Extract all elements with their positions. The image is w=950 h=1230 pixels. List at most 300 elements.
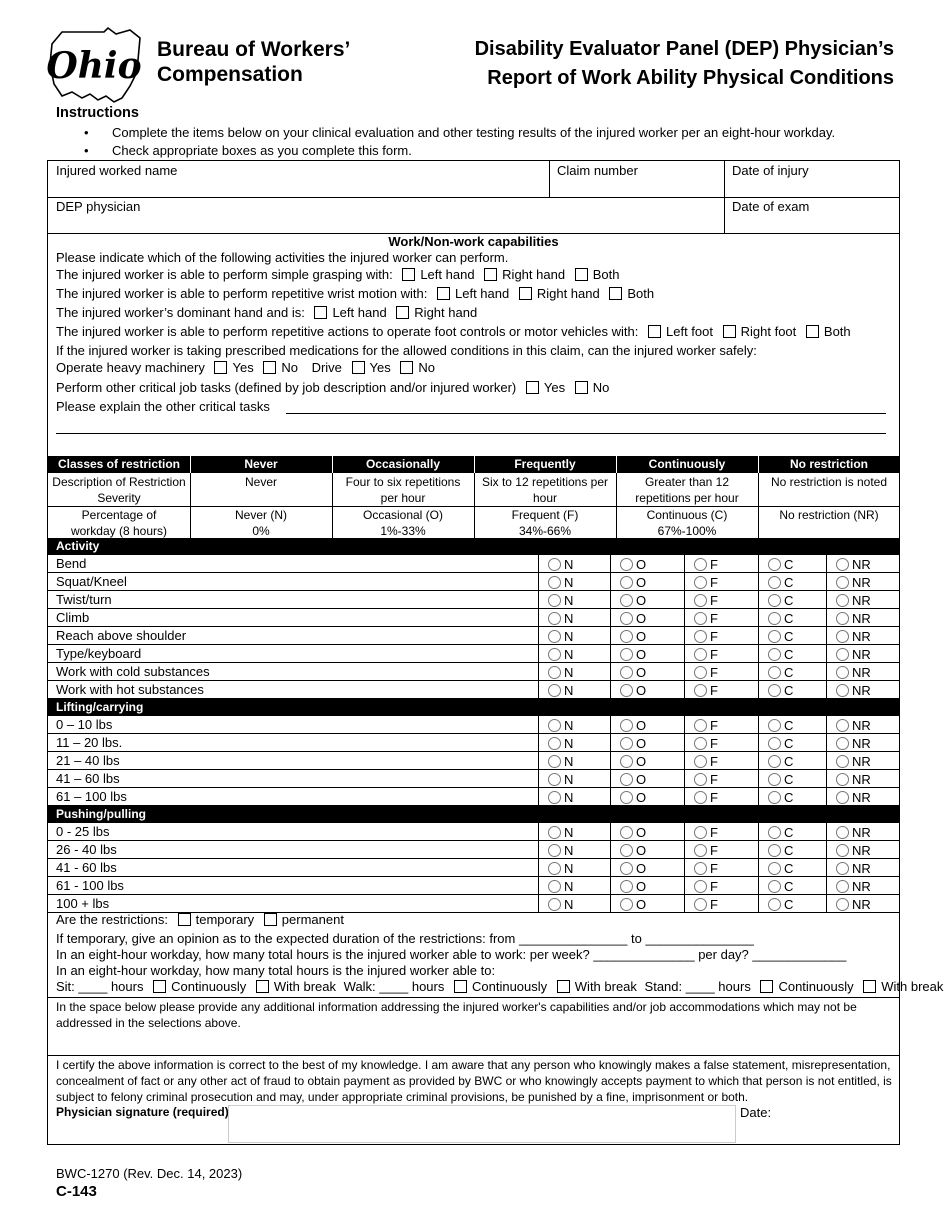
radio-option-c[interactable] (768, 790, 793, 805)
radio-option-n[interactable] (548, 683, 573, 698)
radio-option-o[interactable] (620, 647, 646, 662)
radio-circle-icon[interactable] (620, 773, 633, 786)
radio-circle-icon[interactable] (836, 630, 849, 643)
radio-label: C (784, 897, 794, 912)
explain-line-2[interactable] (56, 433, 886, 434)
radio-option-nr[interactable] (836, 790, 871, 805)
radio-circle-icon[interactable] (768, 880, 781, 893)
radio-circle-icon[interactable] (694, 773, 707, 786)
radio-option-c[interactable] (768, 575, 793, 590)
radio-option-o[interactable] (620, 683, 646, 698)
radio-circle-icon[interactable] (620, 666, 633, 679)
radio-label: C (784, 825, 794, 840)
radio-circle-icon[interactable] (694, 719, 707, 732)
radio-option-o[interactable] (620, 665, 646, 680)
radio-option-f[interactable] (694, 718, 718, 733)
sit-hours-field[interactable]: ____ hours (78, 979, 144, 994)
radio-option-nr[interactable] (836, 683, 871, 698)
radio-label: O (636, 825, 647, 840)
radio-option-c[interactable] (768, 718, 793, 733)
radio-option-o[interactable] (620, 772, 646, 787)
radio-label: C (784, 736, 794, 751)
row-label: Bend (56, 556, 87, 571)
radio-option-c[interactable] (768, 665, 793, 680)
radio-label: NR (852, 683, 871, 698)
radio-option-c[interactable] (768, 557, 793, 572)
signature-field[interactable] (228, 1105, 736, 1143)
table-row (48, 609, 900, 627)
heavy-machinery-no-checkbox[interactable] (263, 361, 276, 374)
radio-option-nr[interactable] (836, 665, 871, 680)
radio-circle-icon[interactable] (620, 880, 633, 893)
radio-circle-icon[interactable] (694, 576, 707, 589)
radio-circle-icon[interactable] (548, 737, 561, 750)
radio-circle-icon[interactable] (548, 773, 561, 786)
grasping-right-hand-checkbox[interactable] (484, 268, 497, 281)
radio-circle-icon[interactable] (548, 612, 561, 625)
radio-label: C (784, 647, 794, 662)
radio-option-o[interactable] (620, 825, 646, 840)
radio-circle-icon[interactable] (694, 594, 707, 607)
radio-option-nr[interactable] (836, 557, 871, 572)
radio-circle-icon[interactable] (768, 666, 781, 679)
radio-option-nr[interactable] (836, 879, 871, 894)
radio-option-f[interactable] (694, 879, 718, 894)
radio-option-n[interactable] (548, 843, 573, 858)
radio-circle-icon[interactable] (694, 630, 707, 643)
radio-label: NR (852, 575, 871, 590)
walk-continuously-checkbox[interactable] (454, 980, 467, 993)
row-label: 41 – 60 lbs (56, 771, 120, 786)
radio-circle-icon[interactable] (768, 773, 781, 786)
radio-option-o[interactable] (620, 754, 646, 769)
radio-circle-icon[interactable] (694, 826, 707, 839)
radio-option-n[interactable] (548, 575, 573, 590)
radio-label: NR (852, 897, 871, 912)
radio-label: F (710, 897, 718, 912)
radio-option-n[interactable] (548, 665, 573, 680)
radio-circle-icon[interactable] (694, 612, 707, 625)
radio-option-n[interactable] (548, 790, 573, 805)
radio-option-c[interactable] (768, 825, 793, 840)
radio-option-o[interactable] (620, 575, 646, 590)
row-label: 61 - 100 lbs (56, 878, 124, 893)
radio-circle-icon[interactable] (548, 898, 561, 911)
radio-circle-icon[interactable] (620, 558, 633, 571)
wrist-right-hand-checkbox[interactable] (519, 287, 532, 300)
radio-circle-icon[interactable] (768, 630, 781, 643)
radio-option-c[interactable] (768, 683, 793, 698)
radio-circle-icon[interactable] (694, 898, 707, 911)
radio-option-n[interactable] (548, 718, 573, 733)
radio-option-f[interactable] (694, 665, 718, 680)
row-label: Work with cold substances (56, 664, 210, 679)
radio-label: C (784, 754, 794, 769)
radio-circle-icon[interactable] (620, 594, 633, 607)
desc-never: Never (244, 475, 277, 489)
radio-circle-icon[interactable] (620, 898, 633, 911)
radio-circle-icon[interactable] (694, 862, 707, 875)
radio-option-nr[interactable] (836, 611, 871, 626)
radio-option-f[interactable] (694, 754, 718, 769)
radio-option-c[interactable] (768, 879, 793, 894)
wrist-left-hand-checkbox[interactable] (437, 287, 450, 300)
radio-circle-icon[interactable] (548, 791, 561, 804)
radio-option-c[interactable] (768, 736, 793, 751)
radio-option-o[interactable] (620, 861, 646, 876)
dominant-right-hand-checkbox[interactable] (396, 306, 409, 319)
radio-option-f[interactable] (694, 575, 718, 590)
critical-tasks-yes-checkbox[interactable] (526, 381, 539, 394)
radio-circle-icon[interactable] (548, 719, 561, 732)
radio-label: N (564, 647, 574, 662)
radio-circle-icon[interactable] (548, 826, 561, 839)
radio-option-o[interactable] (620, 897, 646, 912)
certification-text: I certify the above information is correct to the best of my knowledge. I am aware that any person who knowingly makes a false statement, misrepresentation, concealment of fact or any other act of fraud to obtain payment as provided by BWC or who knowingly accepts payment to which that person is not entitled, is subject to felony criminal prosecution and may, under appropriate criminal provisions, be punished by a fine, imprisonment or both. (56, 1058, 892, 1104)
radio-option-c[interactable] (768, 629, 793, 644)
restriction-sections (48, 538, 900, 910)
dep-physician-field[interactable]: DEP physician (56, 199, 141, 214)
radio-circle-icon[interactable] (694, 684, 707, 697)
temporary-duration-line[interactable]: If temporary, give an opinion as to the expected duration of the restrictions: from _______________ to _______________ (56, 931, 754, 946)
radio-circle-icon[interactable] (836, 862, 849, 875)
radio-circle-icon[interactable] (620, 755, 633, 768)
temporary-checkbox[interactable] (178, 913, 191, 926)
radio-circle-icon[interactable] (768, 719, 781, 732)
radio-label: F (710, 754, 718, 769)
dominant-left-hand-checkbox[interactable] (314, 306, 327, 319)
radio-option-o[interactable] (620, 611, 646, 626)
radio-circle-icon[interactable] (548, 630, 561, 643)
header-occasionally: Occasionally (365, 457, 441, 471)
table-row (48, 877, 900, 895)
radio-circle-icon[interactable] (836, 666, 849, 679)
radio-option-c[interactable] (768, 593, 793, 608)
radio-label: O (636, 575, 647, 590)
row-label: 41 - 60 lbs (56, 860, 117, 875)
radio-circle-icon[interactable] (768, 755, 781, 768)
radio-option-f[interactable] (694, 861, 718, 876)
radio-circle-icon[interactable] (548, 648, 561, 661)
row-label: 0 – 10 lbs (56, 717, 113, 732)
instruction-item: • Complete the items below on your clinical evaluation and other testing results of the injured worker per an eight-hour workday. (84, 124, 835, 142)
radio-label: C (784, 772, 794, 787)
dominant-hand-row: The injured worker’s dominant hand and is: Left hand Right hand (56, 305, 478, 320)
foot-both-checkbox[interactable] (806, 325, 819, 338)
radio-label: NR (852, 665, 871, 680)
radio-circle-icon[interactable] (694, 648, 707, 661)
radio-circle-icon[interactable] (836, 791, 849, 804)
explain-line-1[interactable] (286, 413, 886, 414)
radio-circle-icon[interactable] (548, 755, 561, 768)
radio-option-n[interactable] (548, 593, 573, 608)
radio-circle-icon[interactable] (694, 755, 707, 768)
radio-circle-icon[interactable] (548, 666, 561, 679)
radio-option-c[interactable] (768, 611, 793, 626)
radio-label: O (636, 683, 647, 698)
radio-circle-icon[interactable] (836, 558, 849, 571)
radio-option-nr[interactable] (836, 647, 871, 662)
radio-circle-icon[interactable] (548, 880, 561, 893)
row-label: 21 – 40 lbs (56, 753, 120, 768)
instructions-title: Instructions (56, 105, 139, 121)
table-row (48, 663, 900, 681)
capabilities-intro: Please indicate which of the following activities the injured worker can perform. (56, 250, 509, 265)
radio-circle-icon[interactable] (620, 737, 633, 750)
radio-circle-icon[interactable] (768, 684, 781, 697)
row-label: 61 – 100 lbs (56, 789, 127, 804)
radio-option-f[interactable] (694, 629, 718, 644)
radio-circle-icon[interactable] (620, 791, 633, 804)
radio-option-f[interactable] (694, 772, 718, 787)
permanent-checkbox[interactable] (264, 913, 277, 926)
instructions-list (84, 124, 835, 159)
radio-circle-icon[interactable] (694, 666, 707, 679)
radio-circle-icon[interactable] (768, 844, 781, 857)
radio-circle-icon[interactable] (548, 862, 561, 875)
radio-circle-icon[interactable] (768, 737, 781, 750)
radio-label: F (710, 557, 718, 572)
radio-option-f[interactable] (694, 736, 718, 751)
sit-walk-stand-row: Sit: ____ hours Continuously With break Walk: ____ hours Continuously With break Stand: ____ hours Continuously With break (56, 979, 944, 994)
radio-circle-icon[interactable] (548, 684, 561, 697)
radio-option-n[interactable] (548, 754, 573, 769)
radio-label: N (564, 861, 574, 876)
heavy-machinery-row: Operate heavy machinery Yes No Drive Yes No (56, 360, 436, 375)
radio-option-o[interactable] (620, 593, 646, 608)
radio-option-nr[interactable] (836, 861, 871, 876)
radio-circle-icon[interactable] (694, 844, 707, 857)
radio-circle-icon[interactable] (836, 880, 849, 893)
radio-circle-icon[interactable] (836, 737, 849, 750)
radio-label: O (636, 647, 647, 662)
form-c-number: C-143 (56, 1183, 97, 1200)
pct-no-restriction: No restriction (NR) (779, 508, 879, 522)
radio-label: C (784, 575, 794, 590)
claim-number-field[interactable]: Claim number (557, 163, 638, 178)
radio-label: NR (852, 772, 871, 787)
radio-option-c[interactable] (768, 772, 793, 787)
radio-option-c[interactable] (768, 843, 793, 858)
table-row (48, 591, 900, 609)
radio-option-nr[interactable] (836, 718, 871, 733)
ohio-logo (44, 24, 144, 104)
radio-circle-icon[interactable] (836, 612, 849, 625)
radio-label: O (636, 593, 647, 608)
radio-label: C (784, 629, 794, 644)
table-row (48, 627, 900, 645)
radio-label: C (784, 665, 794, 680)
radio-circle-icon[interactable] (694, 880, 707, 893)
radio-option-n[interactable] (548, 825, 573, 840)
radio-option-nr[interactable] (836, 736, 871, 751)
radio-circle-icon[interactable] (620, 684, 633, 697)
stand-continuously-checkbox[interactable] (760, 980, 773, 993)
radio-option-f[interactable] (694, 557, 718, 572)
grasping-both-checkbox[interactable] (575, 268, 588, 281)
row-label: 11 – 20 lbs. (56, 735, 123, 750)
radio-option-n[interactable] (548, 772, 573, 787)
grasping-left-hand-checkbox[interactable] (402, 268, 415, 281)
radio-option-o[interactable] (620, 629, 646, 644)
table-row (48, 770, 900, 788)
radio-label: C (784, 861, 794, 876)
additional-info-area[interactable] (56, 1033, 892, 1053)
explain-critical-tasks-label: Please explain the other critical tasks (56, 399, 270, 414)
radio-label: O (636, 879, 647, 894)
heavy-machinery-yes-checkbox[interactable] (214, 361, 227, 374)
radio-circle-icon[interactable] (548, 558, 561, 571)
walk-hours-field[interactable]: ____ hours (379, 979, 445, 994)
radio-circle-icon[interactable] (768, 898, 781, 911)
radio-circle-icon[interactable] (836, 755, 849, 768)
radio-circle-icon[interactable] (836, 594, 849, 607)
radio-circle-icon[interactable] (836, 576, 849, 589)
radio-label: NR (852, 754, 871, 769)
radio-option-n[interactable] (548, 647, 573, 662)
wrist-row: The injured worker is able to perform repetitive wrist motion with: Left hand Right hand Both (56, 286, 655, 301)
foot-left-checkbox[interactable] (648, 325, 661, 338)
radio-option-nr[interactable] (836, 825, 871, 840)
radio-option-n[interactable] (548, 629, 573, 644)
form-body (47, 160, 944, 1145)
grasping-row: The injured worker is able to perform simple grasping with: Left hand Right hand Both (56, 267, 620, 282)
radio-option-f[interactable] (694, 647, 718, 662)
radio-option-n[interactable] (548, 897, 573, 912)
radio-label: O (636, 754, 647, 769)
radio-option-o[interactable] (620, 843, 646, 858)
radio-circle-icon[interactable] (620, 862, 633, 875)
stand-with-break-checkbox[interactable] (863, 980, 876, 993)
radio-circle-icon[interactable] (836, 898, 849, 911)
radio-circle-icon[interactable] (768, 862, 781, 875)
date-of-exam-field[interactable]: Date of exam (732, 199, 810, 214)
radio-option-c[interactable] (768, 754, 793, 769)
radio-circle-icon[interactable] (620, 826, 633, 839)
radio-circle-icon[interactable] (694, 791, 707, 804)
radio-option-n[interactable] (548, 861, 573, 876)
sit-with-break-checkbox[interactable] (256, 980, 269, 993)
radio-option-o[interactable] (620, 736, 646, 751)
radio-option-nr[interactable] (836, 575, 871, 590)
radio-option-nr[interactable] (836, 629, 871, 644)
radio-label: F (710, 665, 718, 680)
radio-circle-icon[interactable] (620, 648, 633, 661)
radio-circle-icon[interactable] (836, 844, 849, 857)
radio-circle-icon[interactable] (768, 612, 781, 625)
drive-yes-checkbox[interactable] (352, 361, 365, 374)
table-row (48, 645, 900, 663)
radio-option-f[interactable] (694, 593, 718, 608)
radio-circle-icon[interactable] (836, 826, 849, 839)
critical-tasks-no-checkbox[interactable] (575, 381, 588, 394)
restriction-header-bar (48, 456, 899, 473)
radio-option-f[interactable] (694, 683, 718, 698)
radio-label: NR (852, 843, 871, 858)
radio-option-o[interactable] (620, 718, 646, 733)
stand-hours-field[interactable]: ____ hours (685, 979, 751, 994)
radio-option-f[interactable] (694, 790, 718, 805)
radio-circle-icon[interactable] (836, 773, 849, 786)
radio-option-f[interactable] (694, 825, 718, 840)
radio-circle-icon[interactable] (836, 684, 849, 697)
pct-continuously: Continuous (C) 67%-100% (646, 508, 728, 538)
radio-circle-icon[interactable] (768, 791, 781, 804)
radio-option-nr[interactable] (836, 897, 871, 912)
radio-circle-icon[interactable] (694, 558, 707, 571)
foot-right-checkbox[interactable] (723, 325, 736, 338)
drive-no-checkbox[interactable] (400, 361, 413, 374)
radio-circle-icon[interactable] (768, 648, 781, 661)
radio-option-o[interactable] (620, 879, 646, 894)
pct-classes: Percentage of workday (8 hours) (70, 508, 168, 538)
radio-circle-icon[interactable] (768, 826, 781, 839)
desc-no-restriction: No restriction is noted (770, 475, 888, 489)
wrist-both-checkbox[interactable] (609, 287, 622, 300)
radio-option-c[interactable] (768, 897, 793, 912)
date-of-injury-field[interactable]: Date of injury (732, 163, 809, 178)
radio-circle-icon[interactable] (694, 737, 707, 750)
radio-circle-icon[interactable] (548, 576, 561, 589)
radio-option-nr[interactable] (836, 772, 871, 787)
radio-circle-icon[interactable] (836, 719, 849, 732)
radio-option-n[interactable] (548, 736, 573, 751)
radio-circle-icon[interactable] (620, 612, 633, 625)
radio-option-o[interactable] (620, 790, 646, 805)
radio-label: C (784, 593, 794, 608)
radio-option-nr[interactable] (836, 593, 871, 608)
radio-circle-icon[interactable] (620, 576, 633, 589)
radio-label: NR (852, 611, 871, 626)
sit-continuously-checkbox[interactable] (153, 980, 166, 993)
radio-option-f[interactable] (694, 897, 718, 912)
radio-option-o[interactable] (620, 557, 646, 572)
radio-option-n[interactable] (548, 611, 573, 626)
radio-option-nr[interactable] (836, 843, 871, 858)
radio-circle-icon[interactable] (620, 719, 633, 732)
radio-circle-icon[interactable] (836, 648, 849, 661)
radio-option-f[interactable] (694, 843, 718, 858)
radio-circle-icon[interactable] (620, 844, 633, 857)
radio-circle-icon[interactable] (620, 630, 633, 643)
radio-option-f[interactable] (694, 611, 718, 626)
radio-circle-icon[interactable] (548, 844, 561, 857)
radio-label: N (564, 790, 574, 805)
radio-circle-icon[interactable] (548, 594, 561, 607)
row-label: Reach above shoulder (56, 628, 187, 643)
radio-label: O (636, 736, 647, 751)
hours-per-week-line[interactable]: In an eight-hour workday, how many total hours is the injured worker able to work: per week? ______________ per day? _____________ (56, 947, 847, 962)
walk-with-break-checkbox[interactable] (557, 980, 570, 993)
radio-option-n[interactable] (548, 879, 573, 894)
injured-worker-name-field[interactable]: Injured worked name (56, 163, 178, 178)
table-row (48, 752, 900, 770)
radio-option-n[interactable] (548, 557, 573, 572)
desc-continuously: Greater than 12 repetitions per hour (635, 475, 739, 505)
radio-label: C (784, 683, 794, 698)
radio-label: N (564, 593, 574, 608)
radio-label: N (564, 557, 574, 572)
radio-option-c[interactable] (768, 861, 793, 876)
radio-circle-icon[interactable] (768, 576, 781, 589)
radio-option-c[interactable] (768, 647, 793, 662)
row-label: 0 - 25 lbs (56, 824, 110, 839)
radio-label: NR (852, 629, 871, 644)
radio-circle-icon[interactable] (768, 594, 781, 607)
radio-option-nr[interactable] (836, 754, 871, 769)
radio-circle-icon[interactable] (768, 558, 781, 571)
table-row (48, 716, 900, 734)
